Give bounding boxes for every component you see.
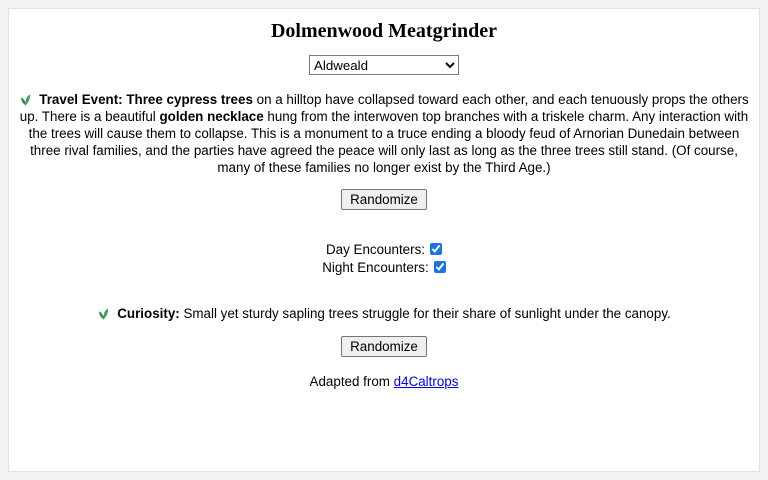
- encounter-toggles: [9, 241, 759, 276]
- herb-icon: [97, 307, 110, 320]
- day-encounters-text: Day Encounters:: [326, 242, 425, 257]
- travel-event-text: on a hilltop have collapsed toward each other, and each tenuously props the others up. There is a beautiful: [19, 92, 749, 124]
- travel-event-text-cont: hung from the interwoven top branches with a triskele charm. Any interaction with the trees will cause them to collapse. This is a monument to a truce ending a bloody feud of Arnorian Dunedain between three rival families, and the parties have agreed the peace will only last as long as the three trees still stand. (Of course, many of these families no longer exist by the Third Age.): [28, 109, 749, 175]
- region-select-row: [9, 55, 759, 75]
- randomize-travel-row: [9, 189, 759, 210]
- randomize-travel-button[interactable]: Randomize: [341, 189, 427, 210]
- randomize-curiosity-row: [9, 336, 759, 357]
- day-encounters-checkbox[interactable]: [430, 243, 442, 255]
- day-encounters-label: [326, 242, 442, 257]
- curiosity-label: Curiosity:: [117, 306, 180, 321]
- attribution-footer: [9, 374, 759, 389]
- randomize-curiosity-button[interactable]: Randomize: [341, 336, 427, 357]
- app-page: [8, 8, 760, 472]
- page-title: Dolmenwood Meatgrinder: [270, 20, 498, 42]
- night-encounters-checkbox[interactable]: [434, 261, 446, 273]
- night-encounters-text: Night Encounters:: [322, 259, 429, 275]
- travel-event-item: golden necklace: [159, 109, 264, 124]
- region-select[interactable]: [309, 55, 459, 75]
- attribution-text: Adapted from: [309, 374, 394, 389]
- curiosity-text: Small yet sturdy sapling trees struggle for their share of sunlight under the canopy.: [179, 306, 671, 321]
- night-encounters-label: [322, 260, 445, 275]
- travel-event-label: Travel Event: Three cypress trees: [39, 92, 253, 107]
- d4caltrops-link[interactable]: d4Caltrops: [393, 374, 459, 389]
- travel-event-paragraph: [13, 91, 755, 176]
- curiosity-paragraph: [13, 305, 755, 322]
- herb-icon: [19, 93, 32, 106]
